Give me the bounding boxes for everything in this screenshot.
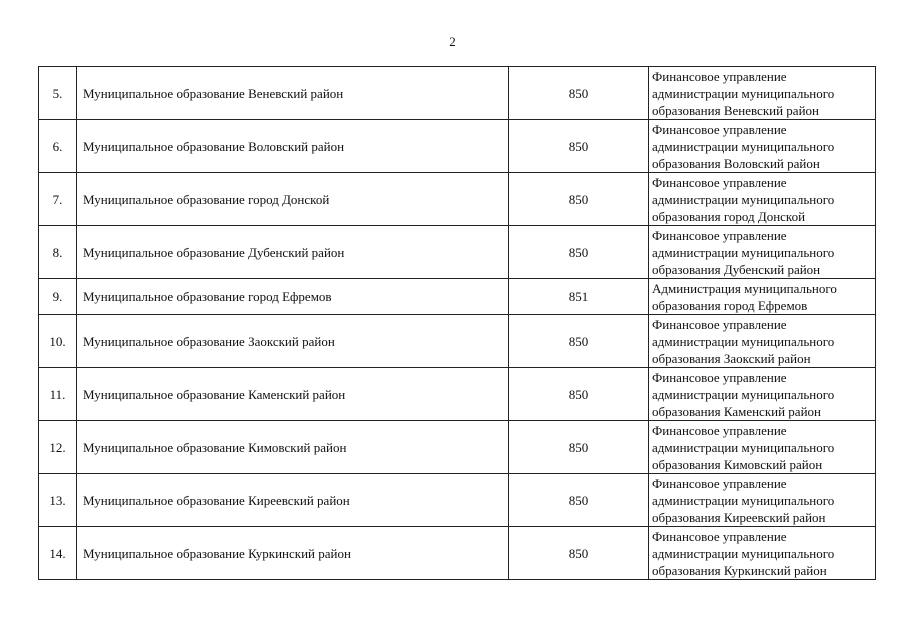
row-number-cell: 7. bbox=[39, 173, 77, 226]
table-row bbox=[39, 173, 876, 226]
administrator-line: администрации муниципального bbox=[652, 545, 835, 561]
administrator-line: образования Киреевский район bbox=[652, 509, 826, 525]
table-row bbox=[39, 226, 876, 279]
row-number-cell: 10. bbox=[39, 315, 77, 368]
municipality-name-cell: Муниципальное образование город Ефремов bbox=[77, 279, 509, 315]
administrator-cell bbox=[649, 368, 876, 421]
administrator-line: образования Кимовский район bbox=[652, 456, 823, 472]
table-row bbox=[39, 368, 876, 421]
administrator-line: администрации муниципального bbox=[652, 85, 835, 101]
register-table-body bbox=[39, 67, 876, 580]
administrator-line: администрации муниципального bbox=[652, 333, 835, 349]
code-cell: 850 bbox=[509, 173, 649, 226]
municipality-name-cell: Муниципальное образование Куркинский район bbox=[77, 527, 509, 580]
administrator-line: образования Каменский район bbox=[652, 403, 821, 419]
municipality-name-cell: Муниципальное образование Заокский район bbox=[77, 315, 509, 368]
municipality-name-cell: Муниципальное образование город Донской bbox=[77, 173, 509, 226]
row-number-cell: 8. bbox=[39, 226, 77, 279]
row-number-cell: 6. bbox=[39, 120, 77, 173]
municipality-name-cell: Муниципальное образование Веневский район bbox=[77, 67, 509, 120]
administrator-line: Финансовое управление bbox=[652, 68, 787, 84]
code-cell: 850 bbox=[509, 421, 649, 474]
administrator-line: образования город Ефремов bbox=[652, 297, 808, 313]
administrator-line: образования Воловский район bbox=[652, 155, 820, 171]
table-row bbox=[39, 67, 876, 120]
municipality-name-cell: Муниципальное образование Киреевский район bbox=[77, 474, 509, 527]
administrator-cell bbox=[649, 474, 876, 527]
administrator-cell bbox=[649, 279, 876, 315]
code-cell: 850 bbox=[509, 474, 649, 527]
municipality-name-cell: Муниципальное образование Воловский район bbox=[77, 120, 509, 173]
code-cell: 851 bbox=[509, 279, 649, 315]
table-row bbox=[39, 474, 876, 527]
row-number-cell: 5. bbox=[39, 67, 77, 120]
administrator-cell bbox=[649, 67, 876, 120]
administrator-line: образования Дубенский район bbox=[652, 261, 821, 277]
administrator-cell bbox=[649, 173, 876, 226]
administrator-cell bbox=[649, 226, 876, 279]
municipality-name-cell: Муниципальное образование Каменский район bbox=[77, 368, 509, 421]
table-row bbox=[39, 315, 876, 368]
municipal-register-table bbox=[38, 66, 876, 580]
row-number-cell: 11. bbox=[39, 368, 77, 421]
administrator-line: администрации муниципального bbox=[652, 386, 835, 402]
administrator-line: образования Заокский район bbox=[652, 350, 811, 366]
municipality-name-cell: Муниципальное образование Кимовский район bbox=[77, 421, 509, 474]
administrator-line: Финансовое управление bbox=[652, 227, 787, 243]
administrator-line: Финансовое управление bbox=[652, 121, 787, 137]
administrator-line: Финансовое управление bbox=[652, 475, 787, 491]
table-row bbox=[39, 421, 876, 474]
administrator-cell bbox=[649, 315, 876, 368]
code-cell: 850 bbox=[509, 67, 649, 120]
administrator-line: Финансовое управление bbox=[652, 174, 787, 190]
administrator-line: образования Веневский район bbox=[652, 102, 819, 118]
code-cell: 850 bbox=[509, 368, 649, 421]
administrator-line: образования Куркинский район bbox=[652, 562, 827, 578]
administrator-line: Финансовое управление bbox=[652, 316, 787, 332]
administrator-line: Финансовое управление bbox=[652, 528, 787, 544]
table-row bbox=[39, 279, 876, 315]
administrator-line: Финансовое управление bbox=[652, 422, 787, 438]
administrator-line: Финансовое управление bbox=[652, 369, 787, 385]
administrator-line: образования город Донской bbox=[652, 208, 806, 224]
code-cell: 850 bbox=[509, 120, 649, 173]
administrator-cell bbox=[649, 421, 876, 474]
table-row bbox=[39, 120, 876, 173]
row-number-cell: 9. bbox=[39, 279, 77, 315]
administrator-line: администрации муниципального bbox=[652, 492, 835, 508]
administrator-cell bbox=[649, 527, 876, 580]
code-cell: 850 bbox=[509, 527, 649, 580]
row-number-cell: 13. bbox=[39, 474, 77, 527]
row-number-cell: 12. bbox=[39, 421, 77, 474]
row-number-cell: 14. bbox=[39, 527, 77, 580]
code-cell: 850 bbox=[509, 226, 649, 279]
administrator-cell bbox=[649, 120, 876, 173]
code-cell: 850 bbox=[509, 315, 649, 368]
administrator-line: администрации муниципального bbox=[652, 138, 835, 154]
municipality-name-cell: Муниципальное образование Дубенский район bbox=[77, 226, 509, 279]
page-number: 2 bbox=[449, 34, 456, 49]
administrator-line: администрации муниципального bbox=[652, 244, 835, 260]
table-row bbox=[39, 527, 876, 580]
administrator-line: Администрация муниципального bbox=[652, 280, 837, 296]
administrator-line: администрации муниципального bbox=[652, 191, 835, 207]
administrator-line: администрации муниципального bbox=[652, 439, 835, 455]
